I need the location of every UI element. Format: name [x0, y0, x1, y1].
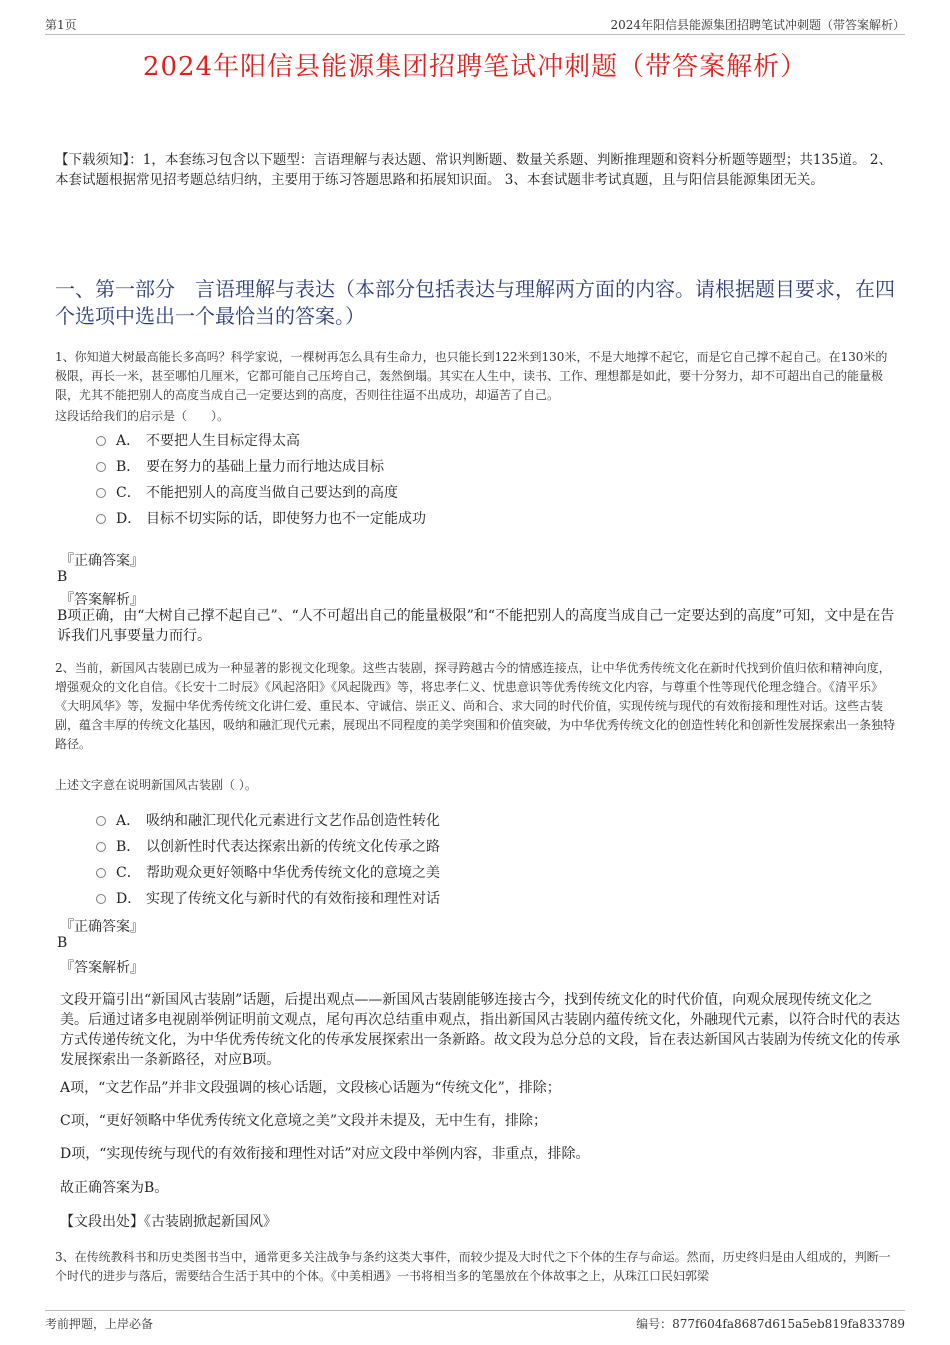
radio-icon[interactable]: [96, 868, 106, 878]
radio-icon[interactable]: [96, 894, 106, 904]
footer-slogan: 考前押题，上岸必备: [45, 1317, 154, 1331]
q2-source: 【文段出处】《古装剧掀起新国风》: [60, 1214, 277, 1230]
radio-icon[interactable]: [96, 462, 106, 472]
header-doc-title: 2024年阳信县能源集团招聘笔试冲刺题（带答案解析）: [610, 18, 905, 32]
q1-analysis-label: 『答案解析』: [60, 592, 144, 608]
document-title: 2024年阳信县能源集团招聘笔试冲刺题（带答案解析）: [142, 52, 808, 82]
q2-answer: B: [57, 935, 68, 951]
q1-option-c[interactable]: C． 不能把别人的高度当做自己要达到的高度: [96, 482, 398, 502]
section-heading: 一、第一部分 言语理解与表达（本部分包括表达与理解两方面的内容。请根据题目要求，在四个选项中选出一个最恰当的答案。）: [55, 277, 895, 328]
q1-option-b[interactable]: B． 要在努力的基础上量力而行地达成目标: [96, 456, 384, 476]
q1-ask: 这段话给我们的启示是（ ）。: [55, 409, 230, 423]
q1-option-d[interactable]: D． 目标不切实际的话，即使努力也不一定能成功: [96, 508, 426, 528]
q2-option-b[interactable]: B． 以创新性时代表达探索出新的传统文化传承之路: [96, 836, 440, 856]
radio-icon[interactable]: [96, 488, 106, 498]
q2-analysis-paragraph: 文段开篇引出“新国风古装剧”话题，后提出观点——新国风古装剧能够连接古今，找到传统文化的时代价值，向观众展现传统文化之美。后通过诸多电视剧举例证明前文观点，尾句再次总结重申观点，指出新国风古装剧内蕴传统文化，外融现代元素，以符合时代的表达方式传递传统文化，为中华优秀传统文化的传承发展探索出一条新路。故文段为总分总的文段，旨在表达新国风古装剧为传统文化的传承发展探索出一条新路径，对应B项。: [60, 992, 900, 1068]
footer-doc-id: 编号：877f604fa8687d615a5eb819fa833789: [636, 1317, 905, 1331]
q2-option-d[interactable]: D． 实现了传统文化与新时代的有效衔接和理性对话: [96, 888, 440, 908]
q1-stem: 1、你知道大树最高能长多高吗？科学家说，一棵树再怎么具有生命力，也只能长到122米到130米，不是大地撑不起它，而是它自己撑不起自己。在130米的极限，再长一米，甚至哪怕几厘米，它都可能自己压垮自己，轰然倒塌。其实在人生中，读书、工作、理想都是如此，要十分努力，却不可超出自己的能量极限，尤其不能把别人的高度当成自己一定要达到的高度，否则往往逼不出成功，却逼苦了自己。: [55, 350, 888, 402]
q2-analysis-option-a: A项，“文艺作品”并非文段强调的核心话题，文段核心话题为“传统文化”，排除；: [60, 1080, 561, 1096]
q2-answer-label: 『正确答案』: [60, 919, 144, 935]
q1-answer-label: 『正确答案』: [60, 553, 144, 569]
page-footer: [45, 1310, 905, 1331]
q2-option-c[interactable]: C． 帮助观众更好领略中华优秀传统文化的意境之美: [96, 862, 440, 882]
q2-option-a[interactable]: A． 吸纳和融汇现代化元素进行文艺作品创造性转化: [96, 810, 440, 830]
q2-ask: 上述文字意在说明新国风古装剧（ ）。: [55, 778, 257, 792]
q3-stem: 3、在传统教科书和历史类图书当中，通常更多关注战争与条约这类大事件，而较少提及大时代之下个体的生存与命运。然而，历史终归是由人组成的，判断一个时代的进步与落后，需要结合生活于其中的个体。《中美相遇》一书将相当多的笔墨放在个体故事之上，从珠江口民妇郭梁: [55, 1250, 891, 1283]
radio-icon[interactable]: [96, 842, 106, 852]
page-number: 第1页: [45, 18, 77, 32]
radio-icon[interactable]: [96, 816, 106, 826]
q2-conclusion: 故正确答案为B。: [60, 1180, 169, 1196]
download-notice: 【下载须知】：1，本套练习包含以下题型：言语理解与表达题、常识判断题、数量关系题、判断推理题和资料分析题等题型；共135道。 2、本套试题根据常见招考题总结归纳，主要用于练习答题思路和拓展知识面。 3、本套试题非考试真题，且与阳信县能源集团无关。: [55, 152, 892, 188]
q2-analysis-option-d: D项，“实现传统与现代的有效衔接和理性对话”对应文段中举例内容，非重点，排除。: [60, 1146, 590, 1162]
q2-analysis-label: 『答案解析』: [60, 960, 144, 976]
page-header: [45, 14, 905, 35]
radio-icon[interactable]: [96, 436, 106, 446]
q2-analysis-option-c: C项，“更好领略中华优秀传统文化意境之美”文段并未提及，无中生有，排除；: [60, 1113, 548, 1129]
q1-answer: B: [57, 569, 68, 585]
q1-option-a[interactable]: A． 不要把人生目标定得太高: [96, 430, 300, 450]
q1-analysis: B项正确，由“大树自己撑不起自己”、“人不可超出自己的能量极限”和“不能把别人的高度当成自己一定要达到的高度”可知，文中是在告诉我们凡事要量力而行。: [57, 608, 895, 644]
radio-icon[interactable]: [96, 514, 106, 524]
q2-stem: 2、当前，新国风古装剧已成为一种显著的影视文化现象。这些古装剧，探寻跨越古今的情感连接点，让中华优秀传统文化在新时代找到价值归依和精神向度，增强观众的文化自信。《长安十二时辰》《风起洛阳》《风起陇西》等，将忠孝仁义、忧患意识等优秀传统文化内容，与尊重个性等现代伦理念缝合。《清平乐》《大明风华》等，发掘中华优秀传统文化讲仁爱、重民本、守诚信、崇正义、尚和合、求大同的时代价值，实现传统与现代的有效衔接和理性对话。这些古装剧，蕴含丰厚的传统文化基因，吸纳和融汇现代元素，展现出不同程度的美学突围和价值突破，为中华优秀传统文化的创造性转化和创新性发展探索出一条独特路径。: [55, 661, 896, 751]
